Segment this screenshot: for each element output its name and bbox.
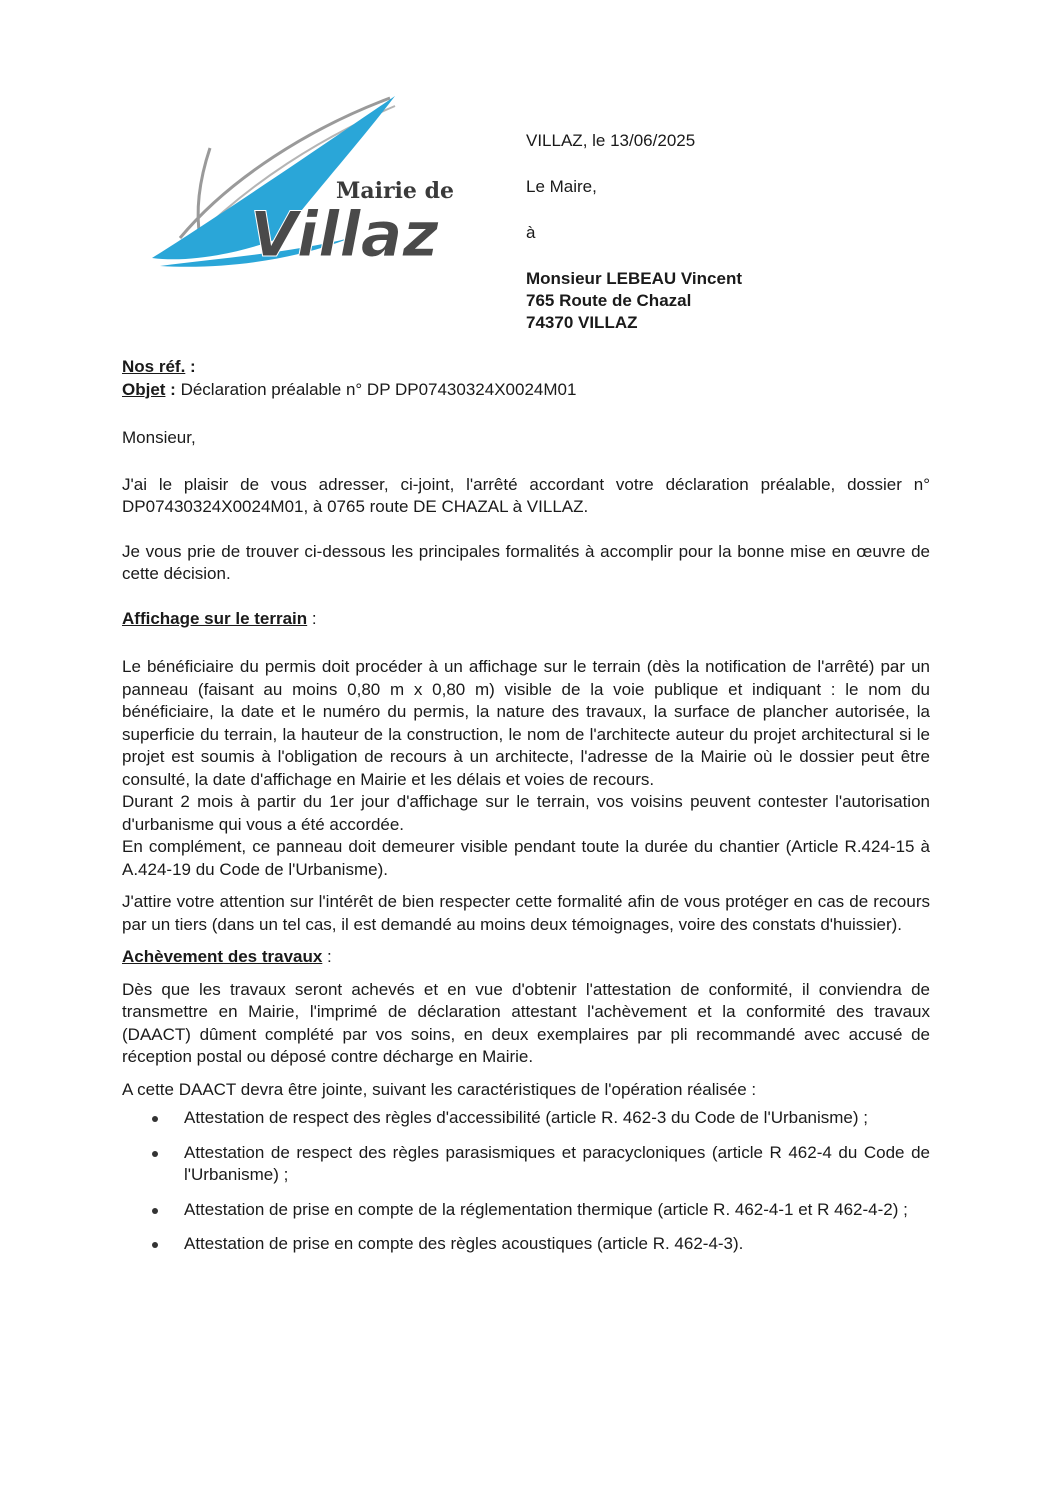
list-item-text: Attestation de prise en compte des règles acoustiques (article R. 462-4-3). [184,1234,744,1253]
bullet-icon [152,1208,158,1214]
list-item [122,1107,930,1130]
logo-text-line2: Villaz [250,198,439,271]
list-item [122,1199,930,1222]
intro-paragraph-2: Je vous prie de trouver ci-dessous les principales formalités à accomplir pour la bonne mise en œuvre de cette décision. [122,541,930,583]
reference-colon: : [185,357,196,376]
object-line [122,379,930,402]
affichage-paragraph-3: En complément, ce panneau doit demeurer visible pendant toute la durée du chantier (Article R.424-15 à A.424-19 du Code de l'Urbanisme). [122,837,930,879]
sender-line: Le Maire, [526,177,597,196]
section-title-affichage-label: Affichage sur le terrain [122,608,308,628]
affichage-paragraph-1: Le bénéficiaire du permis doit procéder à un affichage sur le terrain (dès la notification de l'arrêté) par un panneau (faisant au moins 0,80 m x 0,80 m) visible de la voie publique et indiquant : le nom du bénéficiaire, la date et le numéro du permis, la nature des travaux, la surface de plancher autorisée, la superficie du terrain, la hauteur de la construction, le nom de l'architecte auteur du projet architectural si le projet est soumis à l'obligation de recours à un architecte, l'adresse de la Mairie où le dossier peut être consulté, la date d'affichage en Mairie et les délais et voies de recours. [122,657,930,789]
reference-line [122,356,930,379]
to-line: à [526,223,536,242]
bullet-icon [152,1242,158,1248]
logo-text-line1: Mairie de [336,178,454,204]
object-colon: : [165,379,181,399]
recipient-city: 74370 VILLAZ [526,313,638,332]
letter-header [526,130,1006,334]
reference-label: Nos réf. [122,357,186,376]
achevement-paragraph-2: A cette DAACT devra être jointe, suivant les caractéristiques de l'opération réalisée : [122,1079,757,1099]
list-item-text: Attestation de respect des règles parasismiques et paracycloniques (article R 462-4 du Code de l'Urbanisme) ; [184,1142,930,1184]
date-line: VILLAZ, le 13/06/2025 [526,131,696,150]
object-label: Objet [122,379,166,399]
bullet-icon [152,1116,158,1122]
section-title-affichage [122,608,930,631]
object-text: Déclaration préalable n° DP DP07430324X0024M01 [180,379,577,399]
section-title-achevement [122,946,930,969]
achevement-paragraph-1: Dès que les travaux seront achevés et en vue d'obtenir l'attestation de conformité, il conviendra de transmettre en Mairie, l'imprimé de déclaration attestant l'achèvement et la conformité des travaux (DAACT) dûment complété par vos soins, en deux exemplaires par pli recommandé avec accusé de réception postal ou déposé contre décharge en Mairie. [122,979,930,1066]
recipient-street: 765 Route de Chazal [526,291,692,310]
list-item-text: Attestation de respect des règles d'accessibilité (article R. 462-3 du Code de l'Urbanisme) ; [184,1108,868,1127]
bullet-icon [152,1151,158,1157]
recipient-name: Monsieur LEBEAU Vincent [526,269,742,288]
affichage-paragraph-4: J'attire votre attention sur l'intérêt de bien respecter cette formalité afin de vous protéger en cas de recours par un tiers (dans un tel cas, il est demandé au moins deux témoignages, voire des constats d'huissier). [122,892,930,934]
mairie-logo [140,88,480,278]
affichage-paragraph-2: Durant 2 mois à partir du 1er jour d'affichage sur le terrain, vos voisins peuvent contester l'autorisation d'urbanisme qui vous a été accordée. [122,792,930,834]
list-item-text: Attestation de prise en compte de la réglementation thermique (article R. 462-4-1 et R 462-4-2) ; [184,1199,908,1219]
recipient-address [526,268,1006,334]
section-title-affichage-suffix: : [307,608,317,628]
intro-paragraph-1: J'ai le plaisir de vous adresser, ci-joint, l'arrêté accordant votre déclaration préalable, dossier n° DP07430324X0024M01, à 0765 route DE CHAZAL à VILLAZ. [122,474,930,516]
attestation-list [122,1107,930,1256]
logo-graphic [140,88,480,278]
list-item [122,1142,930,1187]
section-title-achevement-suffix: : [322,947,332,966]
letter-body [122,356,930,1268]
list-item [122,1233,930,1256]
salutation: Monsieur, [122,428,196,447]
section-title-achevement-label: Achèvement des travaux [122,947,323,966]
